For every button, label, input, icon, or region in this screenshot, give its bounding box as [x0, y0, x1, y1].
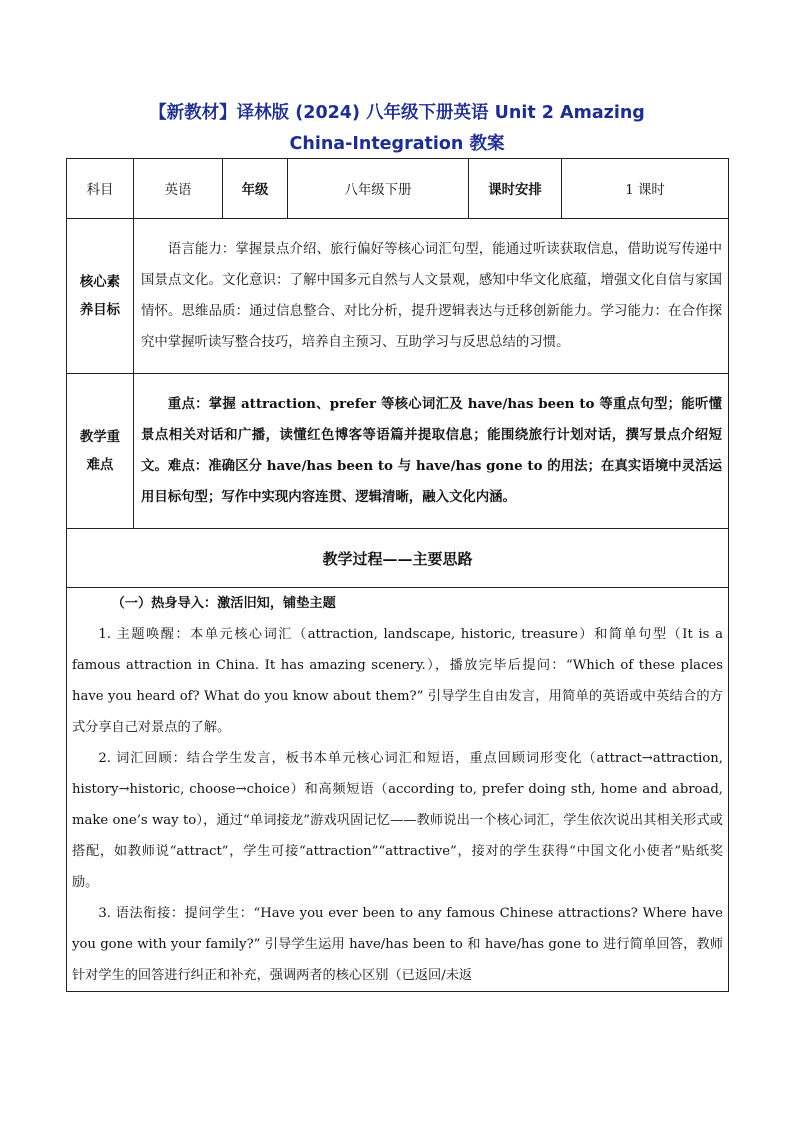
document-title-line2: China-Integration 教案 — [289, 134, 505, 154]
info-row — [67, 159, 729, 219]
keypoints-text: 重点：掌握 attraction、prefer 等核心词汇及 have/has been to 等重点句型；能听懂景点相关对话和广播，读懂红色博客等语篇并提取信息；能围绕旅行计划对话，撰写景点介绍短文。难点：准确区分 have/has been to 与 have/has gone to 的用法；在真实语境中灵活运用目标句型；写作中实现内容连贯、逻辑清晰，融入文化内涵。 — [134, 374, 729, 529]
literacy-row — [67, 219, 729, 374]
grade-label: 年级 — [223, 159, 288, 219]
process-heading: 教学过程——主要思路 — [67, 529, 729, 588]
paragraph-3: 3. 语法衔接：提问学生：“Have you ever been to any famous Chinese attractions? Where have you gone with your family?” 引导学生运用 have/has been to 和 have/has gone to 进行简单回答，教师针对学生的回答进行纠正和补充，强调两者的核心区别（已返回/未返 — [72, 906, 723, 983]
process-heading-row — [67, 529, 729, 588]
keypoints-row — [67, 374, 729, 529]
grade-value: 八年级下册 — [288, 159, 469, 219]
paragraph-2: 2. 词汇回顾：结合学生发言，板书本单元核心词汇和短语，重点回顾词形变化（attract→attraction, history→historic, choose→choice）和高频短语（according to, prefer doing sth, home and abroad, make one’s way to），通过“单词接龙”游戏巩固记忆——教师说出一个核心词汇，学生依次说出其相关形式或搭配，如教师说“attract”，学生可接“attraction”“attractive”，接对的学生获得“中国文化小使者”贴纸奖励。 — [72, 751, 723, 890]
lesson-plan-table — [66, 158, 729, 992]
document-title — [0, 98, 794, 160]
period-value: 1 课时 — [562, 159, 729, 219]
process-content — [67, 588, 729, 992]
subject-label: 科目 — [67, 159, 134, 219]
section1-heading: （一）热身导入：激活旧知，铺垫主题 — [111, 596, 336, 611]
keypoints-label: 教学重难点 — [67, 374, 134, 529]
literacy-label: 核心素养目标 — [67, 219, 134, 374]
document-title-line1: 【新教材】译林版 (2024) 八年级下册英语 Unit 2 Amazing — [149, 103, 645, 123]
subject-value: 英语 — [134, 159, 223, 219]
paragraph-1: 1. 主题唤醒：本单元核心词汇（attraction, landscape, historic, treasure）和简单句型（It is a famous attraction in China. It has amazing scenery.），播放完毕后提问：“Which of these places have you heard of? What do you know about them?” 引导学生自由发言，用简单的英语或中英结合的方式分享自己对景点的了解。 — [72, 627, 723, 735]
literacy-text: 语言能力：掌握景点介绍、旅行偏好等核心词汇句型，能通过听读获取信息，借助说写传递中国景点文化。文化意识：了解中国多元自然与人文景观，感知中华文化底蕴，增强文化自信与家国情怀。思维品质：通过信息整合、对比分析，提升逻辑表达与迁移创新能力。学习能力：在合作探究中掌握听读写整合技巧，培养自主预习、互助学习与反思总结的习惯。 — [134, 219, 729, 374]
process-content-row — [67, 588, 729, 992]
period-label: 课时安排 — [469, 159, 562, 219]
